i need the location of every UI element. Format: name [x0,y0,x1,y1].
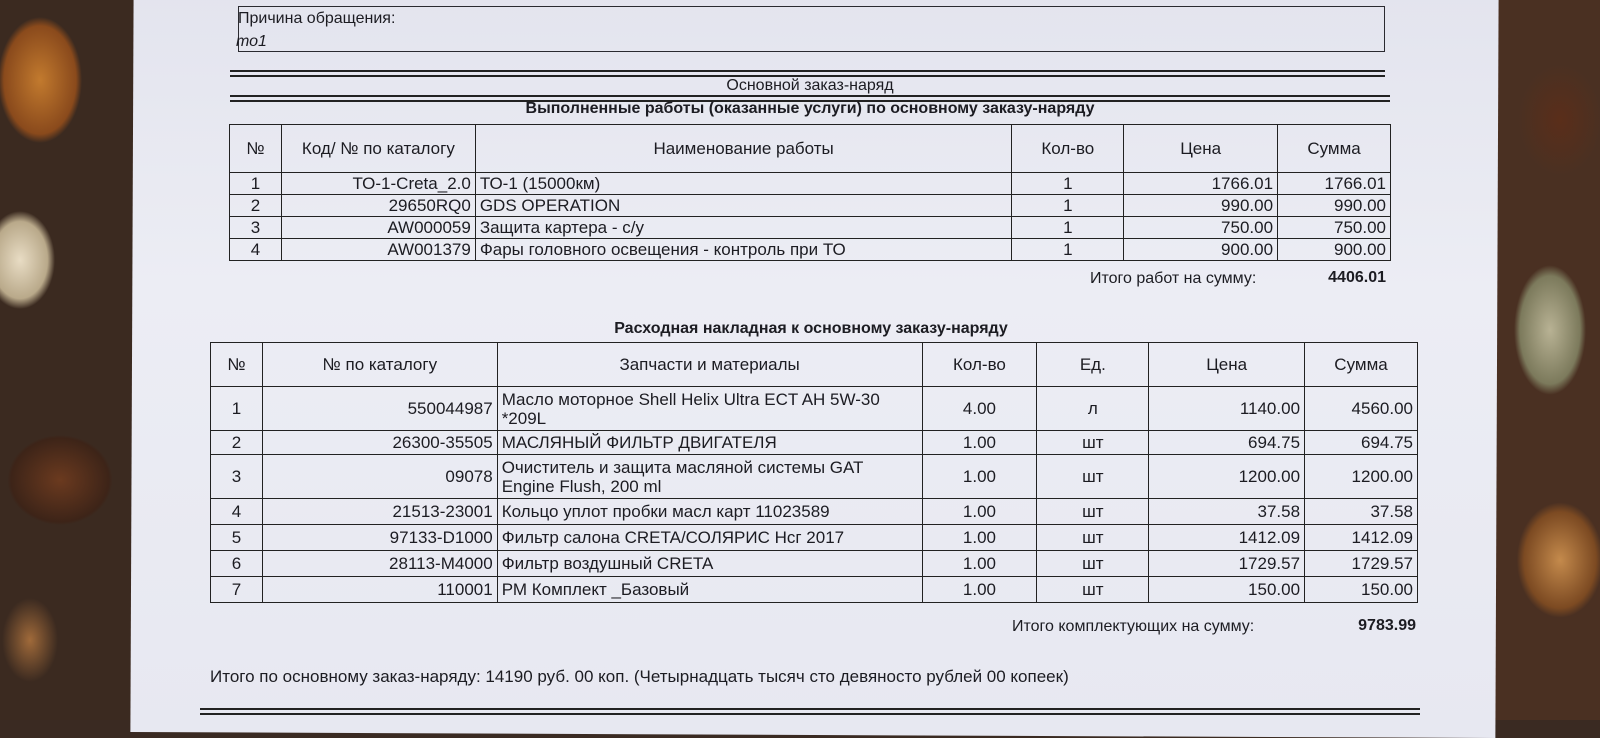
table-row [230,239,1391,261]
parts-cell-num: 5 [211,525,263,551]
table-row [211,551,1418,577]
parts-cell-num: 2 [211,431,263,455]
works-header-num: № [230,125,282,173]
works-total-label: Итого работ на сумму: [1090,270,1257,287]
parts-cell-name: Масло моторное Shell Helix Ultra ECT AH 5W-30 *209L [497,387,922,431]
parts-cell-sum: 150.00 [1305,577,1418,603]
parts-cell-unit: шт [1037,499,1149,525]
parts-cell-qty: 1.00 [922,551,1037,577]
parts-cell-unit: шт [1037,551,1149,577]
parts-cell-unit: шт [1037,455,1149,499]
works-cell-name: ТО-1 (15000км) [475,173,1012,195]
parts-cell-code: 97133-D1000 [262,525,497,551]
works-table [229,124,1391,261]
parts-title: Расходная накладная к основному заказу-наряду [614,320,1008,337]
parts-total-label: Итого комплектующих на сумму: [1012,618,1255,635]
divider-top-1 [230,70,1385,72]
works-cell-qty: 1 [1012,173,1124,195]
parts-cell-unit: шт [1037,431,1149,455]
parts-cell-unit: шт [1037,525,1149,551]
parts-cell-qty: 1.00 [922,525,1037,551]
works-cell-sum: 750.00 [1278,217,1391,239]
divider-bottom-2 [200,713,1420,715]
parts-cell-sum: 1729.57 [1305,551,1418,577]
parts-header-row [211,343,1418,387]
works-cell-code: 29650RQ0 [281,195,475,217]
parts-cell-name: Фильтр салона CRETA/СОЛЯРИС Нсг 2017 [497,525,922,551]
main-order-title: Основной заказ-наряд [726,77,894,94]
parts-header-num: № [211,343,263,387]
works-cell-price: 1766.01 [1124,173,1278,195]
parts-total-value: 9783.99 [1358,617,1416,634]
parts-cell-name: Кольцо уплот пробки масл карт 11023589 [497,499,922,525]
works-header-name: Наименование работы [475,125,1012,173]
parts-header-qty: Кол-во [922,343,1037,387]
parts-cell-num: 4 [211,499,263,525]
parts-cell-qty: 1.00 [922,499,1037,525]
parts-cell-sum: 694.75 [1305,431,1418,455]
reason-box [238,6,1385,52]
divider-mid-1 [230,95,1390,97]
parts-cell-price: 1200.00 [1149,455,1305,499]
works-cell-qty: 1 [1012,239,1124,261]
table-row [230,195,1391,217]
works-cell-sum: 1766.01 [1278,173,1391,195]
table-row [230,217,1391,239]
table-row [211,431,1418,455]
reason-label: Причина обращения: [238,10,396,27]
works-cell-code: AW001379 [281,239,475,261]
parts-table [210,342,1418,603]
parts-cell-name: Фильтр воздушный CRETA [497,551,922,577]
parts-cell-qty: 1.00 [922,455,1037,499]
parts-cell-code: 110001 [262,577,497,603]
works-header-code: Код/ № по каталогу [281,125,475,173]
parts-cell-sum: 37.58 [1305,499,1418,525]
works-cell-qty: 1 [1012,217,1124,239]
parts-cell-code: 28113-M4000 [262,551,497,577]
parts-header-code: № по каталогу [262,343,497,387]
table-row [211,577,1418,603]
grand-total: Итого по основному заказ-наряду: 14190 руб. 00 коп. (Четырнадцать тысяч сто девяносто рублей 00 копеек) [210,667,1069,686]
works-cell-name: Защита картера - с/у [475,217,1012,239]
works-cell-qty: 1 [1012,195,1124,217]
parts-cell-price: 37.58 [1149,499,1305,525]
works-header-row [230,125,1391,173]
parts-cell-name: МАСЛЯНЫЙ ФИЛЬТР ДВИГАТЕЛЯ [497,431,922,455]
parts-header-sum: Сумма [1305,343,1418,387]
parts-cell-price: 694.75 [1149,431,1305,455]
parts-cell-code: 21513-23001 [262,499,497,525]
parts-cell-name: РМ Комплект _Базовый [497,577,922,603]
works-cell-sum: 900.00 [1278,239,1391,261]
works-total-value: 4406.01 [1328,269,1386,286]
table-row [211,525,1418,551]
parts-cell-qty: 1.00 [922,431,1037,455]
parts-cell-num: 1 [211,387,263,431]
parts-cell-name: Очиститель и защита масляной системы GAT Engine Flush, 200 ml [497,455,922,499]
table-row [230,173,1391,195]
table-row [211,499,1418,525]
works-cell-num: 4 [230,239,282,261]
table-row [211,455,1418,499]
works-cell-code: ТО-1-Creta_2.0 [281,173,475,195]
works-cell-num: 2 [230,195,282,217]
parts-cell-code: 550044987 [262,387,497,431]
parts-cell-sum: 1200.00 [1305,455,1418,499]
parts-header-price: Цена [1149,343,1305,387]
works-cell-price: 750.00 [1124,217,1278,239]
parts-header-name: Запчасти и материалы [497,343,922,387]
reason-value: то1 [236,33,267,50]
works-header-qty: Кол-во [1012,125,1124,173]
parts-cell-qty: 1.00 [922,577,1037,603]
parts-header-unit: Ед. [1037,343,1149,387]
parts-cell-num: 7 [211,577,263,603]
parts-cell-qty: 4.00 [922,387,1037,431]
works-title: Выполненные работы (оказанные услуги) по основному заказу-наряду [525,100,1095,117]
divider-bottom-1 [200,708,1420,710]
parts-cell-unit: л [1037,387,1149,431]
parts-cell-price: 150.00 [1149,577,1305,603]
works-cell-code: AW000059 [281,217,475,239]
works-cell-name: Фары головного освещения - контроль при ТО [475,239,1012,261]
parts-cell-sum: 1412.09 [1305,525,1418,551]
works-cell-price: 900.00 [1124,239,1278,261]
works-cell-num: 3 [230,217,282,239]
works-header-sum: Сумма [1278,125,1391,173]
parts-cell-price: 1140.00 [1149,387,1305,431]
parts-cell-num: 6 [211,551,263,577]
parts-cell-unit: шт [1037,577,1149,603]
works-cell-sum: 990.00 [1278,195,1391,217]
works-cell-name: GDS OPERATION [475,195,1012,217]
works-cell-price: 990.00 [1124,195,1278,217]
parts-cell-num: 3 [211,455,263,499]
parts-cell-sum: 4560.00 [1305,387,1418,431]
parts-cell-code: 26300-35505 [262,431,497,455]
parts-cell-price: 1412.09 [1149,525,1305,551]
parts-cell-code: 09078 [262,455,497,499]
table-row [211,387,1418,431]
works-header-price: Цена [1124,125,1278,173]
parts-cell-price: 1729.57 [1149,551,1305,577]
works-cell-num: 1 [230,173,282,195]
